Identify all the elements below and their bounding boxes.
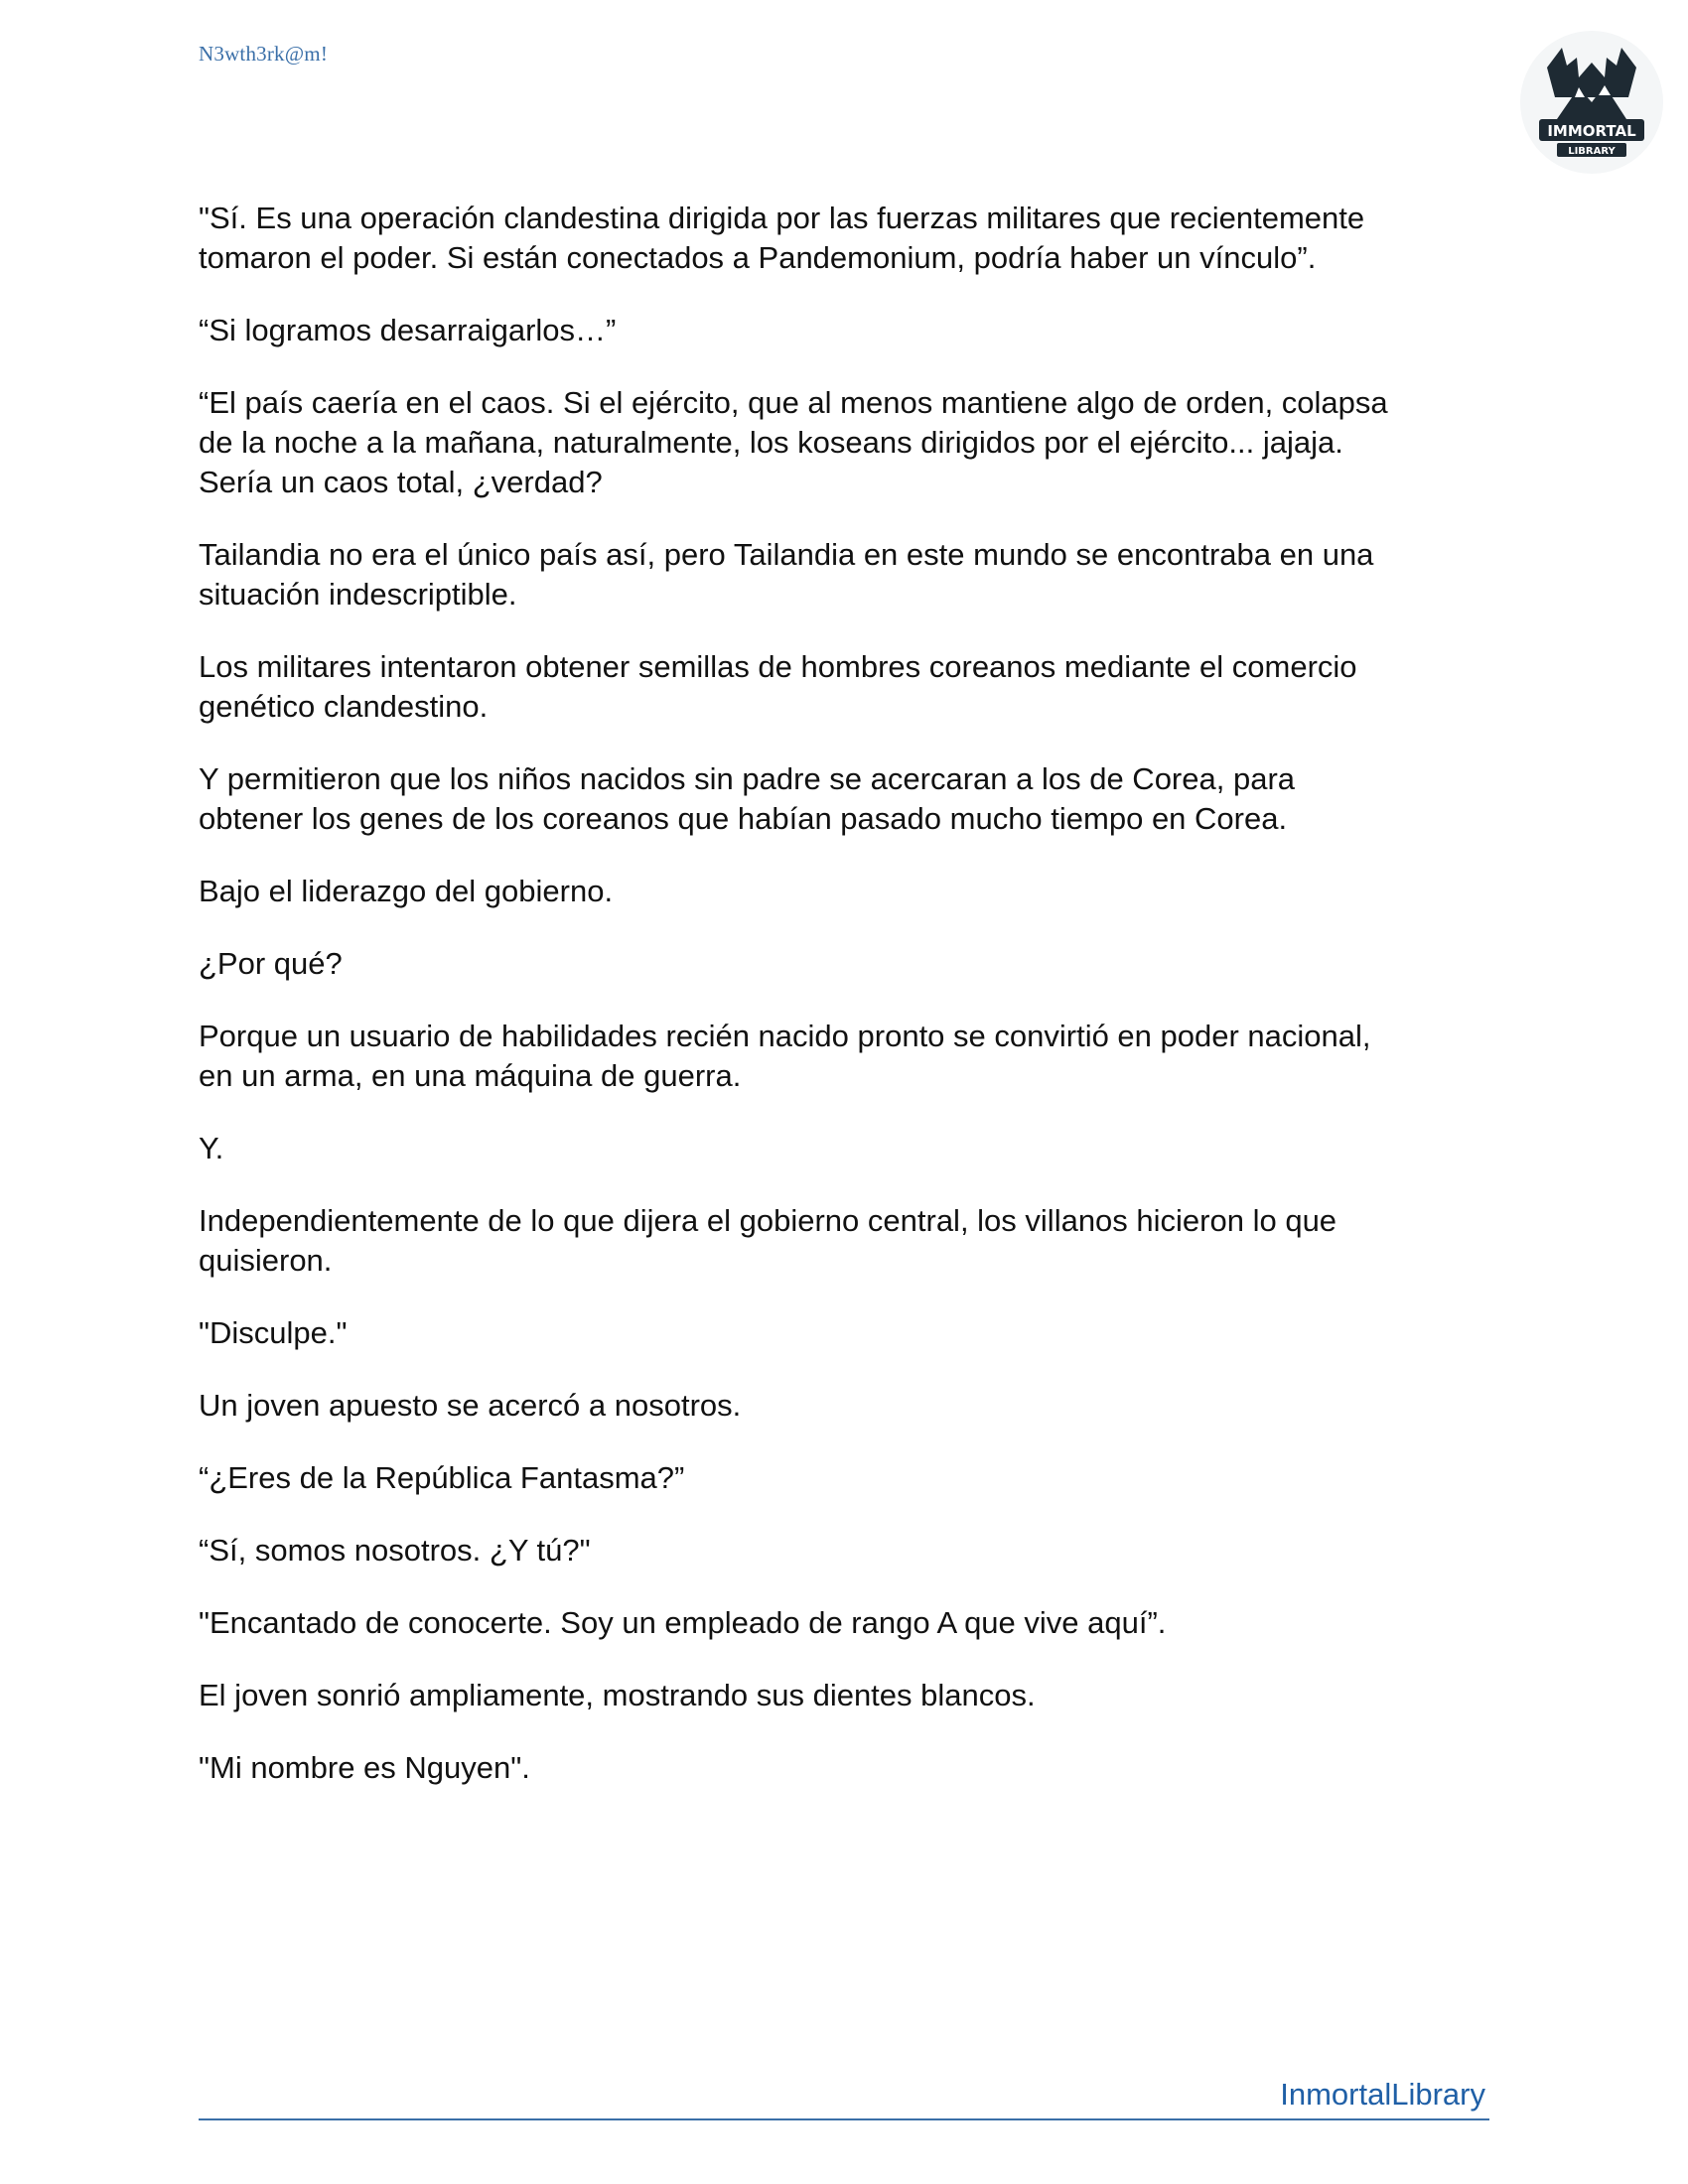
paragraph: Y permitieron que los niños nacidos sin padre se acercaran a los de Corea, para obtener los genes de los coreanos que habían pasado mucho tiempo en Corea. — [199, 761, 1296, 836]
paragraph: ¿Por qué? — [199, 946, 343, 981]
paragraph: “¿Eres de la República Fantasma?” — [199, 1460, 685, 1495]
paragraph: "Encantado de conocerte. Soy un empleado de rango A que vive aquí”. — [199, 1605, 1167, 1640]
paragraph: “Si logramos desarraigarlos…” — [199, 313, 617, 347]
paragraph: “El país caería en el caos. Si el ejército, que al menos mantiene algo de orden, colapsa de la noche a la mañana, naturalmente, los koseans dirigidos por el ejército... jajaja. Sería un caos total, ¿verdad? — [199, 385, 1388, 499]
paragraph: Bajo el liderazgo del gobierno. — [199, 874, 614, 908]
paragraph: Un joven apuesto se acercó a nosotros. — [199, 1388, 742, 1423]
paragraph: Los militares intentaron obtener semillas de hombres coreanos mediante el comercio genético clandestino. — [199, 649, 1357, 724]
footer-divider — [199, 2118, 1489, 2120]
logo-text-library: LIBRARY — [1568, 146, 1616, 157]
footer-link-inmortallibrary[interactable]: InmortalLibrary — [1280, 2077, 1485, 2112]
paragraph: El joven sonrió ampliamente, mostrando sus dientes blancos. — [199, 1678, 1036, 1712]
paragraph: Porque un usuario de habilidades recién nacido pronto se convirtió en poder nacional, en un arma, en una máquina de guerra. — [199, 1019, 1371, 1093]
paragraph: "Sí. Es una operación clandestina dirigida por las fuerzas militares que recientemente tomaron el poder. Si están conectados a Pandemonium, podría haber un vínculo”. — [199, 201, 1365, 275]
paragraph: Tailandia no era el único país así, pero Tailandia en este mundo se encontraba en una situación indescriptible. — [199, 537, 1374, 612]
watermark-text: N3wth3rk@m! — [199, 42, 329, 66]
paragraph: “Sí, somos nosotros. ¿Y tú?" — [199, 1533, 591, 1568]
document-body — [199, 199, 1489, 1821]
logo-text-immortal: IMMORTAL — [1547, 122, 1636, 140]
paragraph: "Mi nombre es Nguyen". — [199, 1750, 530, 1785]
immortal-library-logo-icon — [1517, 28, 1666, 177]
paragraph: Independientemente de lo que dijera el gobierno central, los villanos hicieron lo que quisieron. — [199, 1203, 1337, 1278]
paragraph: "Disculpe." — [199, 1315, 348, 1350]
paragraph: Y. — [199, 1131, 224, 1165]
